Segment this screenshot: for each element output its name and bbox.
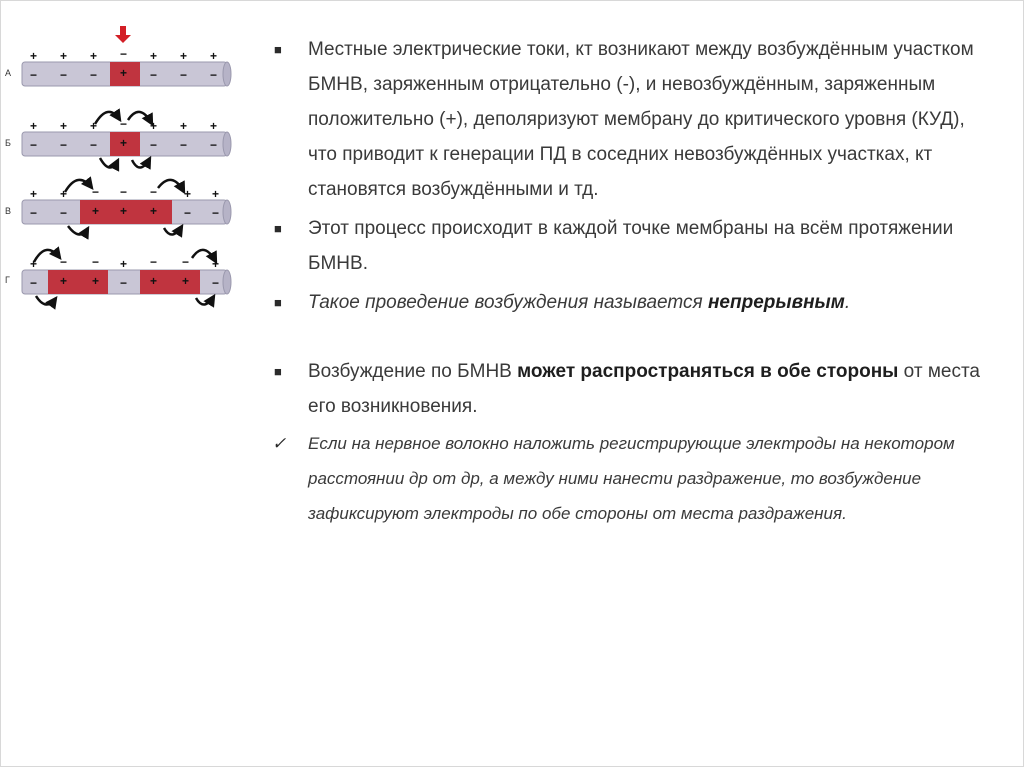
svg-text:+: +: [120, 204, 128, 218]
row-label-b: Б: [5, 138, 11, 148]
svg-text:+: +: [30, 187, 38, 201]
bullet-text-pre: Такое проведение возбуждения называется: [308, 292, 708, 313]
svg-text:−: −: [90, 138, 98, 152]
svg-text:−: −: [30, 138, 38, 152]
svg-text:+: +: [60, 274, 68, 288]
svg-text:−: −: [180, 138, 188, 152]
bullet-continuous: [270, 285, 990, 320]
svg-text:−: −: [150, 138, 158, 152]
svg-text:+: +: [180, 119, 188, 133]
svg-text:−: −: [182, 255, 190, 269]
square-bullet-icon: ■: [274, 42, 282, 57]
svg-text:+: +: [120, 66, 128, 80]
svg-text:+: +: [150, 274, 158, 288]
text-column: [270, 32, 990, 531]
svg-text:+: +: [60, 49, 68, 63]
bullet-local-currents: [270, 32, 990, 207]
svg-text:+: +: [120, 257, 128, 271]
svg-text:+: +: [212, 187, 220, 201]
svg-text:+: +: [150, 49, 158, 63]
bullet-text-bold: может распространяться в обе стороны: [517, 361, 899, 382]
svg-text:−: −: [120, 185, 128, 199]
square-bullet-icon: ■: [274, 364, 282, 379]
bullet-text: Этот процесс происходит в каждой точке мембраны на всём протяжении БМНВ.: [308, 218, 954, 274]
svg-text:+: +: [182, 274, 190, 288]
svg-text:+: +: [90, 119, 98, 133]
row-b: [5, 112, 231, 168]
svg-text:+: +: [120, 136, 128, 150]
svg-text:+: +: [212, 257, 220, 271]
svg-text:+: +: [30, 49, 38, 63]
svg-text:−: −: [212, 206, 220, 220]
svg-text:−: −: [30, 276, 38, 290]
bullet-text: Если на нервное волокно наложить регистрирующие электроды на некотором расстоянии др от др, а между ними нанести раздражение, то возбуждение зафиксируют электроды по обе стороны от места раздражения.: [308, 434, 955, 523]
svg-text:−: −: [210, 138, 218, 152]
svg-text:−: −: [120, 117, 128, 131]
row-label-d: Г: [5, 275, 10, 285]
svg-text:+: +: [184, 187, 192, 201]
svg-text:−: −: [210, 68, 218, 82]
svg-text:−: −: [92, 185, 100, 199]
svg-text:−: −: [120, 276, 128, 290]
svg-text:+: +: [210, 119, 218, 133]
svg-text:−: −: [212, 276, 220, 290]
svg-text:+: +: [92, 274, 100, 288]
square-bullet-icon: ■: [274, 221, 282, 236]
svg-text:+: +: [150, 204, 158, 218]
svg-text:+: +: [60, 187, 68, 201]
svg-text:−: −: [90, 68, 98, 82]
check-icon: ✓: [272, 434, 287, 453]
conduction-diagram: [0, 20, 240, 320]
bullet-text-pre: Возбуждение по БМНВ: [308, 361, 518, 382]
svg-text:+: +: [90, 49, 98, 63]
bullet-text-post: от места его возникновения.: [308, 361, 981, 417]
square-bullet-icon: ■: [274, 295, 282, 310]
svg-text:−: −: [180, 68, 188, 82]
row-d: [5, 250, 231, 305]
svg-text:−: −: [60, 255, 68, 269]
svg-text:−: −: [150, 185, 158, 199]
row-c: [5, 180, 231, 235]
bullet-electrodes: [270, 426, 990, 531]
svg-text:−: −: [30, 68, 38, 82]
svg-text:−: −: [150, 255, 158, 269]
bullet-text-post: .: [844, 292, 851, 313]
svg-text:+: +: [30, 119, 38, 133]
svg-text:−: −: [120, 47, 128, 61]
row-label-c: В: [5, 206, 12, 216]
bullet-text: Местные электрические токи, кт возникают между возбуждённым участком БМНВ, заряженным отрицательно (-), и невозбуждённым, заряженным положительно (+), деполяризуют мембрану до критического уровня (КУД), что приводит к генерации ПД в соседних невозбуждённых участках, кт становятся возбуждёнными и тд.: [308, 39, 974, 200]
svg-text:−: −: [30, 206, 38, 220]
svg-text:−: −: [60, 206, 68, 220]
svg-text:−: −: [92, 255, 100, 269]
svg-text:−: −: [150, 68, 158, 82]
svg-text:+: +: [150, 119, 158, 133]
svg-text:+: +: [210, 49, 218, 63]
svg-text:−: −: [60, 138, 68, 152]
bullet-every-point: [270, 211, 990, 281]
row-a: [5, 26, 231, 86]
svg-text:+: +: [92, 204, 100, 218]
svg-text:+: +: [60, 119, 68, 133]
svg-text:−: −: [184, 206, 192, 220]
bullet-both-directions: [270, 354, 990, 424]
stimulus-arrow-icon: [115, 26, 131, 43]
svg-text:−: −: [60, 68, 68, 82]
row-label-a: А: [5, 68, 12, 78]
bullet-text-bold: непрерывным: [707, 292, 845, 313]
svg-text:+: +: [30, 257, 38, 271]
svg-text:+: +: [180, 49, 188, 63]
